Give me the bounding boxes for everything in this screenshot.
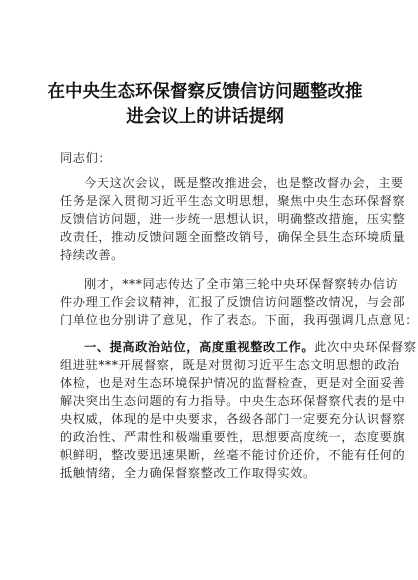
paragraph-line: 央权威，体现的是中央要求，各级各部门一定要充分认识督察 <box>60 412 406 426</box>
paragraph-line: 解决突出生态问题的有力指导。中央生态环保督察代表的是中 <box>60 394 406 408</box>
paragraph-line: 反馈信访问题，进一步统一思想认识，明确整改措施，压实整 <box>60 212 406 226</box>
section-1-heading: 一、提高政治站位，高度重视整改工作。 <box>84 340 315 354</box>
paragraph-line: 抵触情绪，全力确保督察整改工作取得实效。 <box>60 466 316 480</box>
paragraph-line: 件办理工作会议精神，汇报了反馈信访问题整改情况，与会部 <box>60 295 406 309</box>
paragraph-line: 刚才，***同志传达了全市第三轮中央环保督察转办信访 <box>84 277 399 291</box>
paragraph-line: 体检，也是对生态环境保护情况的监督检查，更是对全面妥善 <box>60 376 406 390</box>
paragraph-line: 门单位也分别讲了意见，作了表态。下面，我再强调几点意见： <box>60 313 418 327</box>
paragraph-line: 组进驻***开展督察，既是对贯彻习近平生态文明思想的政治 <box>60 358 400 372</box>
document-title <box>44 80 366 130</box>
title-line-1: 在中央生态环保督察反馈信访问题整改推 <box>47 82 363 102</box>
paragraph-line: 任务是深入贯彻习近平生态文明思想，聚焦中央生态环保督察 <box>60 194 406 208</box>
salutation: 同志们： <box>60 151 112 165</box>
paragraph-line: 的政治性、严肃性和极端重要性，思想要高度统一，态度要旗 <box>60 430 406 444</box>
section-1-first-line <box>60 338 417 356</box>
title-line-2: 进会议上的讲话提纲 <box>126 107 284 127</box>
paragraph-line: 今天这次会议，既是整改推进会，也是整改督办会，主要 <box>84 176 404 190</box>
paragraph-line: 帜鲜明，整改要迅速果断，丝毫不能讨价还价，不能有任何的 <box>60 448 406 462</box>
paragraph-line: 改责任，推动反馈问题全面整改销号，确保全县生态环境质量 <box>60 230 406 244</box>
paragraph-line: 持续改善。 <box>60 248 124 262</box>
section-1-heading-rest: 此次中央环保督察 <box>314 340 417 354</box>
